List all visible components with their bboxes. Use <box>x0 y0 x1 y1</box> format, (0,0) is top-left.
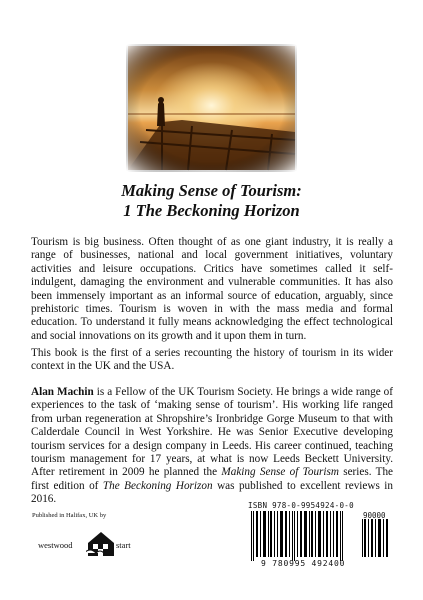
isbn-label: ISBN 978-0-9954924-0-0 <box>248 501 354 510</box>
blurb-paragraph-2: This book is the first of a series recounting the history of tourism in its wider context in the UK and the USA. <box>31 347 393 373</box>
author-name: Alan Machin <box>31 386 94 398</box>
author-bio-paragraph <box>31 386 393 507</box>
ean-barcode <box>243 511 353 561</box>
logo-text-left: westwood <box>38 540 73 550</box>
book-title-ref: The Beckoning Horizon <box>102 479 213 492</box>
series-title: Making Sense of Tourism <box>221 466 339 479</box>
logo-text-right: start <box>116 540 131 550</box>
sunset-ship-deck-photo <box>122 42 301 174</box>
house-logo-icon <box>86 529 116 557</box>
blurb-paragraph-1: Tourism is big business. Often thought of as one giant industry, it is really a range of businesses, national and local government initiatives, voluntary activities and leisure occupations. Critics have sometimes called it self-indulgent, damaging the environment and vulnerable communities. It has also been immensely important as an informal source of education, arguably, since prehistoric times. Tourism is woven in with the mass media and formal education. To understand it fully means acknowledging the effect technological and social innovations on its growth and it upon them in turn. <box>31 236 393 342</box>
price-code: 90000 <box>363 511 386 520</box>
bio-text-1: is a Fellow of the UK Tourism Society. He brings a wide range of experiences to the task of ‘making sense of tourism’. His working life ranged from urban regeneration at Shropshire’s Ironbridge Gorge Museum to that with Calderdale Council in West Yorkshire. He was Senior Executive developing tourism services for a design company in Leeds. His career continued, teaching tourism management for 17 years, at what is now Leeds Beckett University. After retirement in 2009 he planned the <box>31 386 393 479</box>
bio-text-2: series. The first edition of <box>31 466 393 492</box>
book-title-line2: 1 The Beckoning Horizon <box>123 201 300 220</box>
publisher-note: Published in Halifax, UK by <box>32 512 107 519</box>
bio-text-3: was published to excellent reviews in 2016. <box>31 479 394 506</box>
isbn-barcode-block <box>243 501 393 571</box>
book-title-line1: Making Sense of Tourism: <box>121 181 302 200</box>
cover-photo <box>122 42 301 174</box>
barcode-number: 9 780995 492400 <box>261 559 346 568</box>
publisher-logo <box>38 535 143 555</box>
addon-barcode <box>361 519 391 557</box>
